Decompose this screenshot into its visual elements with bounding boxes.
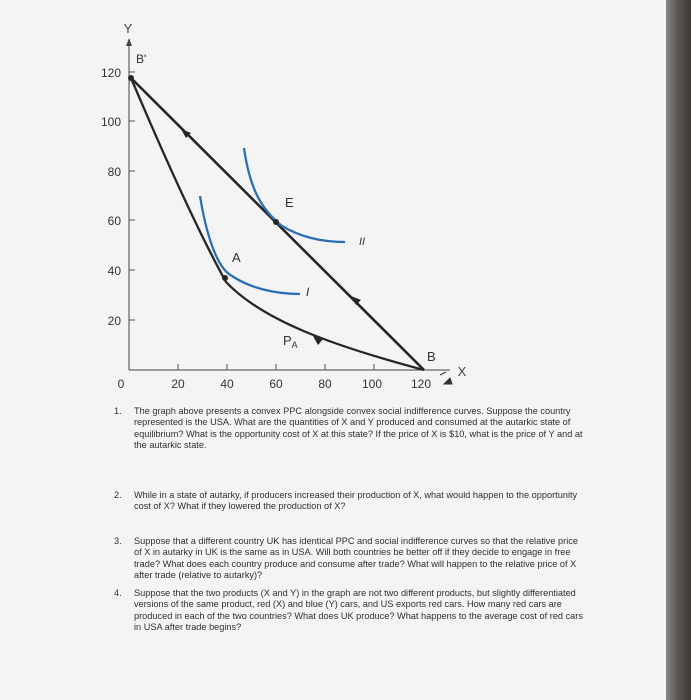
stray-mark xyxy=(440,372,452,384)
label-ic-1: I xyxy=(306,285,310,299)
question-4 xyxy=(114,588,584,634)
point-b-prime xyxy=(128,75,134,81)
question-number: 2. xyxy=(114,490,122,500)
x-axis-label: X xyxy=(457,364,467,379)
label-pa: $P_A$ xyxy=(283,333,298,350)
y-tick-label: 60 xyxy=(107,214,121,228)
label-b: B xyxy=(427,349,436,364)
label-e: E xyxy=(285,195,294,210)
question-2 xyxy=(114,490,584,513)
x-tick-label: 20 xyxy=(171,377,185,391)
indifference-curve-1 xyxy=(200,196,300,294)
question-text: Suppose that a different country UK has identical PPC and social indifference curves so that the relative price of X in autarky in UK is the same as in USA. Will both countries be better off if they decide to engage in free trade? What does each country produce and consume after trade? What will happen to the relative price of X after trade (relative to autarky)? xyxy=(134,536,578,581)
y-axis-label: Y xyxy=(123,21,133,36)
label-b-prime: B' xyxy=(136,52,147,66)
origin-label: 0 xyxy=(117,377,125,391)
x-tick-marks xyxy=(178,364,374,370)
question-text: The graph above presents a convex PPC alongside convex social indifference curves. Suppose the country represented is the USA. What are the quantities of X and Y produced and consumed at the autarkic state of equilibrium? What is the opportunity cost of X at this state? If the price of X is $10, what is the price of Y and at the autarkic state. xyxy=(134,406,583,451)
y-tick-label: 120 xyxy=(100,66,121,80)
question-text: Suppose that the two products (X and Y) in the graph are not two different products, but slightly differentiated versions of the same product, red (X) and blue (Y) cars, and US exports red cars. How many red cars are produced in each of the two countries? What does UK produce? What happens to the average cost of red cars in USA after trade begins? xyxy=(134,588,583,633)
question-number: 1. xyxy=(114,406,122,416)
x-tick-label: 120 xyxy=(410,377,432,391)
question-number: 4. xyxy=(114,588,122,598)
question-number: 3. xyxy=(114,536,122,546)
indifference-curve-2 xyxy=(244,148,345,242)
question-1 xyxy=(114,406,584,452)
label-ic-2: II xyxy=(359,236,366,248)
x-tick-label: 60 xyxy=(269,377,283,391)
y-axis-arrow xyxy=(126,38,132,46)
y-tick-label: 100 xyxy=(100,115,121,129)
page-edge-shadow xyxy=(666,0,691,700)
question-text: While in a state of autarky, if producers increased their production of X, what would happen to the opportunity cost of X? What if they lowered the production of X? xyxy=(134,490,578,512)
x-tick-label: 80 xyxy=(318,377,332,391)
x-tick-label: 40 xyxy=(220,377,234,391)
point-a xyxy=(222,275,228,281)
y-tick-label: 20 xyxy=(107,314,121,328)
y-tick-label: 40 xyxy=(107,264,121,278)
y-tick-marks xyxy=(129,72,135,320)
y-tick-label: 80 xyxy=(107,165,121,179)
point-e xyxy=(273,219,279,225)
x-tick-label: 100 xyxy=(361,377,383,391)
label-a: A xyxy=(232,250,241,265)
question-3 xyxy=(114,536,584,582)
